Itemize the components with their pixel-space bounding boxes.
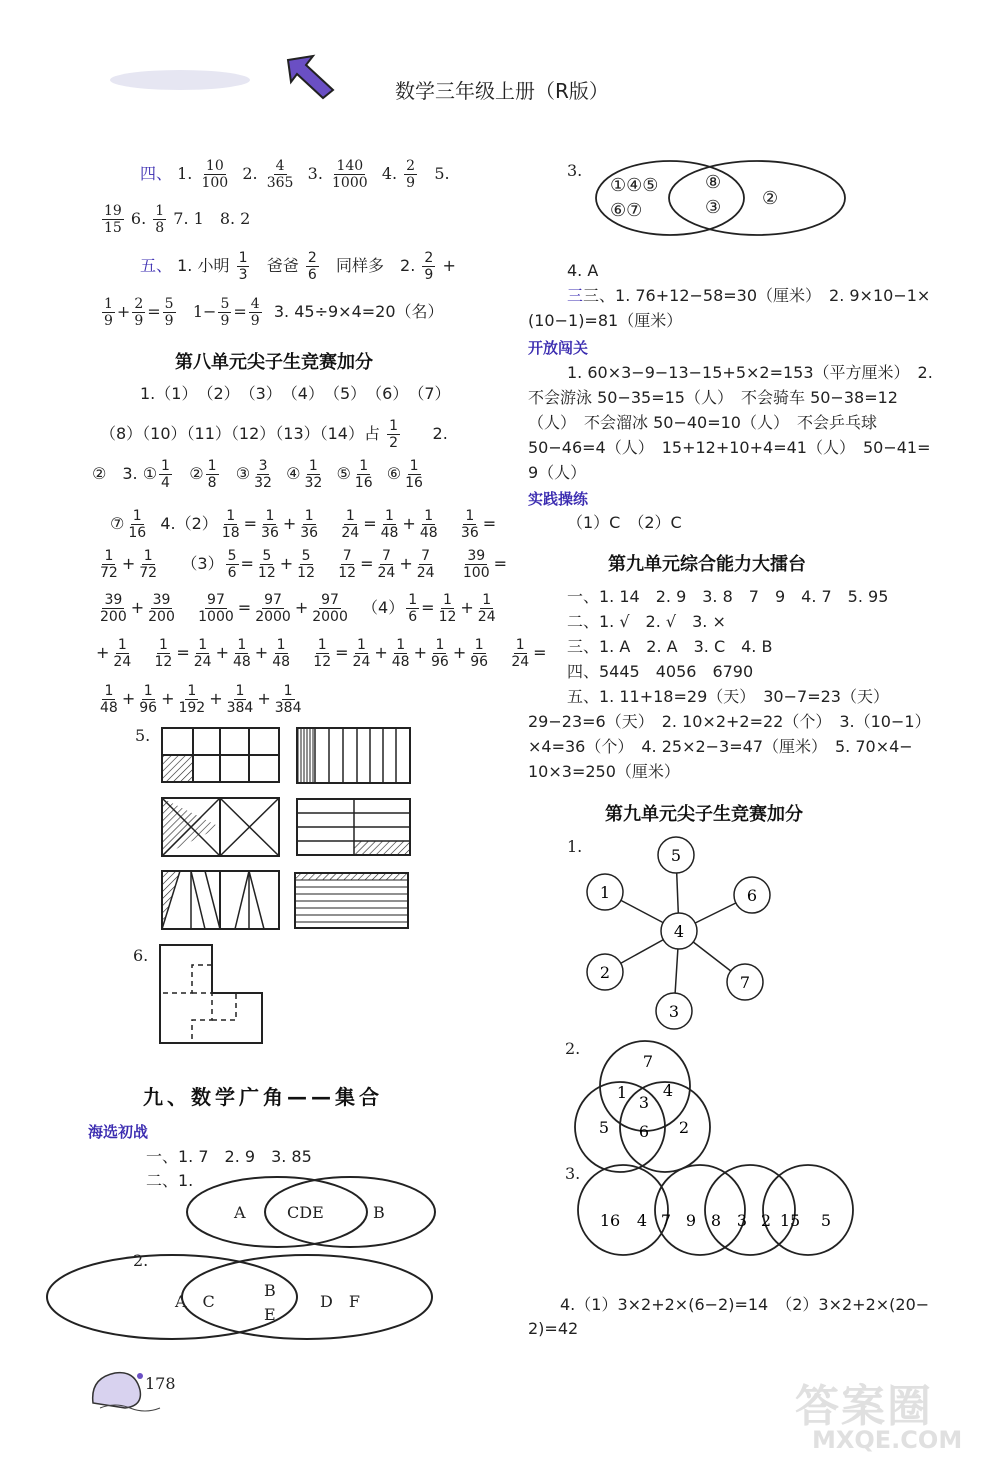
- circled-number: ⑥: [386, 464, 402, 483]
- section-label: 四、: [140, 164, 173, 183]
- item-number: 4.: [381, 164, 398, 183]
- fraction: $\frac{1}{12}$: [154, 637, 173, 670]
- fraction: $\frac{5}{6}$: [227, 548, 237, 581]
- venn5-region: 8: [710, 1211, 722, 1230]
- u9-line: 10×3=250（厘米）: [528, 762, 680, 781]
- answer-text: 3. 45÷9×4=20（名）: [273, 302, 444, 321]
- shijian-heading: 实践操练: [528, 490, 589, 508]
- fraction: $\frac{3}{32}$: [254, 458, 272, 491]
- fraction: $\frac{7}{12}$: [338, 548, 357, 581]
- venn2-left: A C: [175, 1292, 215, 1311]
- u8-line7: + $\frac{1}{24}$ $\frac{1}{12}$ = $\frac{1}{24}$ + $\frac{1}{48}$ + $\frac{1}{48}$ $\frac{1}{12}$ = $\frac{1}{24}$ + $\frac{1}{48}$ + $\frac{1}{96}$ + $\frac{1}{96}$ $\frac{1}{24}$ =: [96, 637, 547, 670]
- k-line1: 1. 60×3−9−13−15+5×2=153（平方厘米） 2.: [567, 363, 933, 382]
- u9-line: 三、1. A 2. A 3. C 4. B: [567, 637, 773, 656]
- fraction: $\frac{1}{24}$: [113, 637, 132, 670]
- fraction: $\frac{4}{9}$: [250, 296, 260, 329]
- fraction: $\frac{1}{72}$: [139, 548, 158, 581]
- fraction: $\frac{5}{9}$: [164, 296, 174, 329]
- section-label: 三: [567, 286, 584, 305]
- venn5-region: 5: [820, 1211, 832, 1230]
- star-node: 5: [670, 846, 682, 865]
- fraction: $\frac{1}{2}$: [389, 418, 398, 451]
- fraction: $\frac{4}{365}$: [266, 158, 294, 191]
- fraction: $\frac{1}{48}$: [232, 637, 251, 670]
- fraction: $\frac{1}{48}$: [272, 637, 291, 670]
- page-number: 178: [145, 1374, 176, 1393]
- fraction: $\frac{1}{384}$: [274, 683, 302, 716]
- fraction: $\frac{5}{12}$: [257, 548, 276, 581]
- operator: +: [442, 256, 456, 275]
- fraction: $\frac{1}{384}$: [226, 683, 254, 716]
- sec5-line2: $\frac{1}{9}$ + $\frac{2}{9}$ = $\frac{5}{9}$ 1− $\frac{5}{9}$ = $\frac{4}{9}$ 3. 45÷9×4=20（名）: [104, 296, 444, 329]
- haixuan-heading: 海选初战: [88, 1123, 149, 1141]
- star-node: 1: [599, 883, 611, 902]
- fraction: $\frac{1}{24}$: [193, 637, 212, 670]
- fraction: $\frac{39}{200}$: [148, 592, 175, 625]
- page-header-title: 数学三年级上册（R版）: [395, 79, 609, 103]
- operator: 1−: [192, 302, 217, 321]
- fraction: $\frac{7}{24}$: [377, 548, 396, 581]
- fraction: $\frac{1}{48}$: [380, 508, 399, 541]
- answer-text: 三、1. 76+12−58=30（厘米） 2. 9×10−1×: [583, 286, 931, 305]
- fraction: $\frac{10}{100}$: [201, 158, 229, 191]
- q5-label: 5.: [135, 726, 151, 745]
- u9-line: 29−23=6（天） 2. 10×2+2=22（个） 3.（10−1）: [528, 712, 931, 731]
- fraction: $\frac{1}{16}$: [354, 458, 373, 491]
- circled-number: ③: [235, 464, 251, 483]
- watermark-logo: 答案圈: [795, 1381, 933, 1432]
- u8-line8: $\frac{1}{48}$ + $\frac{1}{96}$ + $\frac{1}{192}$ + $\frac{1}{384}$ + $\frac{1}{384}$: [100, 683, 302, 716]
- fraction: $\frac{1}{4}$: [161, 458, 170, 491]
- venn1-right: B: [373, 1203, 385, 1222]
- venn4-bottom-right: 2: [678, 1118, 690, 1137]
- venn4-bottom: 6: [638, 1122, 650, 1141]
- venn5-region: 3: [736, 1211, 748, 1230]
- h1-answers: 一、1. 7 2. 9 3. 85: [146, 1147, 312, 1166]
- fraction: $\frac{2}{9}$: [134, 296, 144, 329]
- venn4-left: 1: [616, 1083, 628, 1102]
- fraction: $\frac{1}{18}$: [221, 508, 240, 541]
- fraction: $\frac{1}{48}$: [419, 508, 438, 541]
- fraction: $\frac{1}{96}$: [470, 637, 489, 670]
- fraction: $\frac{1}{96}$: [139, 683, 158, 716]
- venn5-label: 3.: [565, 1164, 581, 1183]
- venn3-left-bottom: ⑥⑦: [610, 200, 643, 221]
- answer-text: 7. 1 8. 2: [173, 209, 251, 228]
- fraction: $\frac{1}{8}$: [155, 203, 165, 236]
- fraction: $\frac{7}{24}$: [416, 548, 435, 581]
- answer-text: 同样多 2.: [336, 256, 416, 275]
- venn4-bottom-left: 5: [598, 1118, 610, 1137]
- venn5-region: 7: [660, 1211, 672, 1230]
- fraction: $\frac{5}{9}$: [220, 296, 230, 329]
- u8-line5: $\frac{1}{72}$ + $\frac{1}{72}$ （3） $\frac{5}{6}$ = $\frac{5}{12}$ + $\frac{5}{12}$ $\frac{7}{12}$ = $\frac{7}{24}$ + $\frac{7}{24}$ $\frac{39}{100}$ =: [100, 548, 508, 581]
- r-q3-label: 3.: [567, 161, 583, 180]
- fraction: $\frac{1}{96}$: [431, 637, 449, 670]
- u9-line: ×4=36（个） 4. 25×2−3=47（厘米） 5. 70×4−: [528, 737, 913, 756]
- venn2-mid-bottom: E: [264, 1305, 276, 1324]
- u8-line4: ⑦ $\frac{1}{16}$ 4.（2） $\frac{1}{18}$ = $\frac{1}{36}$ + $\frac{1}{36}$ $\frac{1}{24}$ = $\frac{1}{48}$ + $\frac{1}{48}$ $\frac{1}{36}$ =: [110, 508, 497, 541]
- venn3-right: ②: [762, 188, 779, 209]
- fraction: $\frac{1}{24}$: [511, 637, 530, 670]
- u9-line: 二、1. √ 2. √ 3. ×: [567, 612, 726, 631]
- r-final-line1: 4.（1）3×2+2×(6−2)=14 （2）3×2+2×(20−: [560, 1295, 930, 1314]
- q6-label: 6.: [133, 946, 149, 965]
- fraction: $\frac{1}{32}$: [304, 458, 323, 491]
- k-line5: 9（人）: [528, 463, 587, 482]
- fraction: $\frac{1}{72}$: [100, 548, 118, 581]
- fraction: $\frac{1}{24}$: [477, 592, 496, 625]
- fraction: $\frac{1}{36}$: [460, 508, 479, 541]
- fraction: $\frac{1}{9}$: [104, 296, 113, 329]
- fraction: $\frac{1}{3}$: [238, 250, 248, 283]
- u9-line: 一、1. 14 2. 9 3. 8 7 9 4. 7 5. 95: [567, 587, 889, 606]
- q2-label: 2.: [133, 1251, 149, 1270]
- fraction: $\frac{1}{12}$: [438, 592, 457, 625]
- watermark-url: MXQE.COM: [812, 1426, 963, 1454]
- venn4-right: 4: [662, 1081, 674, 1100]
- k-line2: 不会游泳 50−35=15（人） 不会骑车 50−38=12: [528, 388, 898, 407]
- fraction: $\frac{2}{9}$: [424, 250, 434, 283]
- star-label: 1.: [567, 837, 583, 856]
- r-s3-line2: (10−1)=81（厘米）: [528, 311, 683, 330]
- venn5-region: 4: [636, 1211, 648, 1230]
- venn5-region: 9: [685, 1211, 697, 1230]
- venn3-mid-top: ⑧: [705, 172, 722, 193]
- item-number: 2.: [432, 424, 448, 443]
- venn1-mid: CDE: [287, 1203, 324, 1222]
- item-number: 1.: [177, 164, 193, 183]
- fraction: $\frac{97}{1000}$: [198, 592, 234, 625]
- item-number: 2.: [242, 164, 258, 183]
- fraction: $\frac{97}{2000}$: [255, 592, 291, 625]
- item-number: 6.: [130, 209, 147, 228]
- venn1-left: A: [234, 1203, 246, 1222]
- venn2-right: D F: [320, 1292, 360, 1311]
- k-line4: 50−46=4（人） 15+12+10+4=41（人） 50−41=: [528, 438, 931, 457]
- k-line3: （人） 不会溜冰 50−40=10（人） 不会乒乓球: [528, 413, 877, 432]
- venn5-region: 15: [779, 1211, 801, 1230]
- u8-line6: $\frac{39}{200}$ + $\frac{39}{200}$ $\frac{97}{1000}$ = $\frac{97}{2000}$ + $\frac{97}{2000}$ （4） $\frac{1}{6}$ = $\frac{1}{12}$ + $\frac{1}{24}$: [100, 592, 496, 625]
- circled-number: ④: [286, 464, 301, 483]
- fraction: $\frac{2}{9}$: [406, 158, 416, 191]
- fraction: $\frac{19}{15}$: [104, 203, 122, 236]
- unit9-title: 第九单元综合能力大擂台: [608, 554, 806, 575]
- star-node: 3: [668, 1002, 680, 1021]
- answer-text: （4）: [362, 598, 405, 617]
- venn3-mid-bottom: ③: [705, 197, 722, 218]
- venn2-mid-top: B: [264, 1281, 276, 1300]
- answer-text: 爸爸: [266, 256, 299, 275]
- fraction: $\frac{1}{8}$: [207, 458, 217, 491]
- unit9b-title: 第九单元尖子生竞赛加分: [605, 804, 803, 825]
- fraction: $\frac{1}{16}$: [128, 508, 147, 541]
- fraction: $\frac{1}{24}$: [352, 637, 371, 670]
- item-number: 3.: [307, 164, 323, 183]
- fraction: $\frac{1}{24}$: [341, 508, 360, 541]
- venn5-region: 16: [599, 1211, 621, 1230]
- venn4-top: 7: [642, 1052, 654, 1071]
- star-node: 6: [746, 886, 758, 905]
- star-node: 7: [739, 973, 751, 992]
- fraction: $\frac{1}{12}$: [313, 637, 332, 670]
- item-number: 5.: [434, 164, 450, 183]
- star-center: 4: [673, 922, 685, 941]
- fraction: $\frac{1}{48}$: [100, 683, 118, 716]
- circled-number: ②: [189, 464, 204, 483]
- u8-line1: 1.（1） （2） （3） （4） （5） （6） （7）: [140, 384, 451, 403]
- answer-text: （8）（10）（11）（12）（13）（14）占: [100, 424, 380, 443]
- fraction: $\frac{39}{100}$: [462, 548, 490, 581]
- sj-line1: （1）C （2）C: [567, 513, 682, 532]
- r-final-line2: 2)=42: [528, 1319, 579, 1338]
- fraction: $\frac{1}{48}$: [391, 637, 410, 670]
- venn3-left-top: ①④⑤: [610, 175, 659, 196]
- fraction: $\frac{140}{1000}$: [332, 158, 368, 191]
- unit8-title: 第八单元尖子生竞赛加分: [175, 352, 373, 373]
- fraction: $\frac{5}{12}$: [297, 548, 315, 581]
- section-label: 五、: [140, 256, 173, 275]
- fraction: $\frac{2}{6}$: [307, 250, 317, 283]
- chapter9-title: 九、数学广角——集合: [143, 1085, 383, 1109]
- answer-text: ② 3. ①: [92, 464, 158, 483]
- star-node: 2: [599, 963, 611, 982]
- venn5-region: 2: [760, 1211, 772, 1230]
- h2-label: 二、1.: [146, 1171, 194, 1190]
- fraction: $\frac{1}{6}$: [408, 592, 418, 625]
- fraction: $\frac{1}{192}$: [178, 683, 206, 716]
- fraction: $\frac{1}{36}$: [300, 508, 319, 541]
- u9-line: 四、5445 4056 6790: [567, 662, 754, 681]
- fraction: $\frac{39}{200}$: [100, 592, 127, 625]
- venn4-label: 2.: [565, 1039, 581, 1058]
- circled-number: ⑤: [336, 464, 351, 483]
- u9-line: 五、1. 11+18=29（天） 30−7=23（天）: [567, 687, 889, 706]
- answer-text: 1. 小明: [177, 256, 230, 275]
- fraction: $\frac{1}{16}$: [405, 458, 423, 491]
- answer-text: （3）: [181, 554, 224, 573]
- circled-number: ⑦: [110, 514, 125, 533]
- answer-text: 4.（2）: [160, 514, 218, 533]
- r-q4: 4. A: [567, 261, 599, 280]
- venn4-center: 3: [638, 1093, 650, 1112]
- kaifang-heading: 开放闯关: [528, 339, 589, 357]
- fraction: $\frac{1}{36}$: [261, 508, 279, 541]
- fraction: $\frac{97}{2000}$: [312, 592, 348, 625]
